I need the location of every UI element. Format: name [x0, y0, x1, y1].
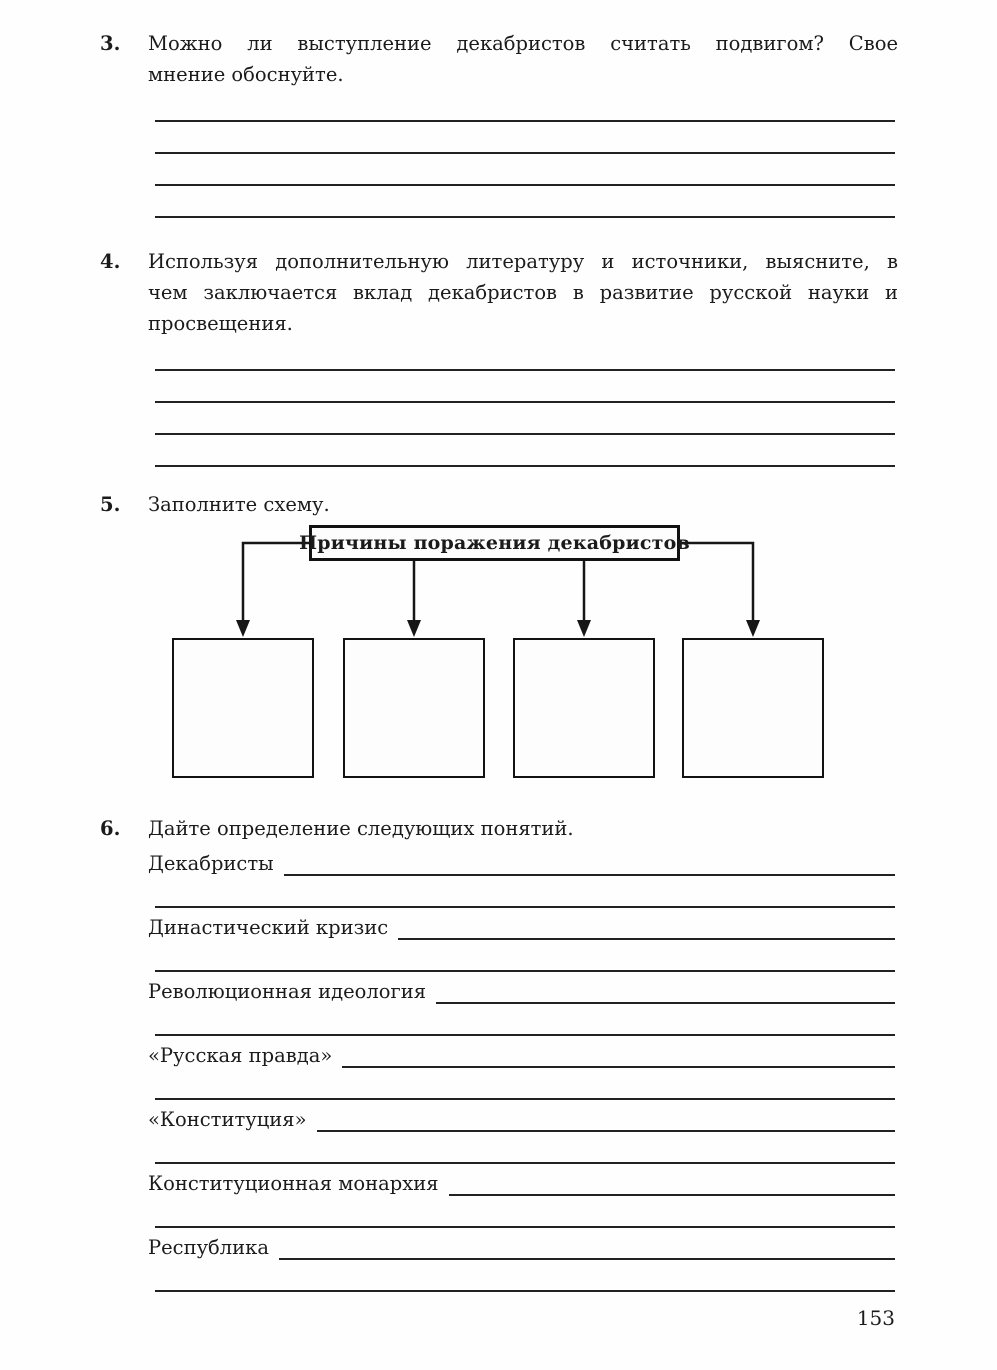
schema-empty-box-2 [343, 638, 485, 778]
question-3-number: 3. [100, 32, 121, 55]
definition-blank-line [449, 1191, 895, 1196]
schema-title-box: Причины поражения декабристов [309, 525, 680, 561]
page-number: 153 [856, 1306, 895, 1330]
question-3-answer-area [155, 90, 895, 218]
definition-blank-line [155, 1004, 895, 1036]
arrow-down-icon [577, 620, 591, 637]
question-5-text-line-1: Заполните схему. [148, 493, 330, 516]
schema-empty-box-3 [513, 638, 655, 778]
definition-term: Революционная идеология [148, 980, 427, 1003]
question-4 [100, 246, 898, 339]
question-3-text [148, 28, 898, 90]
definition-blank-line [284, 871, 895, 876]
question-4-text-line-3: просвещения. [148, 312, 293, 335]
question-4-number: 4. [100, 250, 121, 273]
connector-left [243, 543, 309, 621]
question-5-text [148, 489, 898, 520]
question-3 [100, 28, 898, 90]
answer-line [155, 435, 895, 467]
definition-term: Декабристы [148, 852, 274, 875]
question-6-text-line-1: Дайте определение следующих понятий. [148, 817, 574, 840]
arrow-down-icon [746, 620, 760, 637]
question-5 [100, 489, 898, 520]
definition-blank-line [155, 940, 895, 972]
question-5-number: 5. [100, 493, 121, 516]
definition-term-row [148, 1228, 895, 1260]
definition-term: Династический кризис [148, 916, 389, 939]
definition-term-row [148, 972, 895, 1004]
schema-empty-box-1 [172, 638, 314, 778]
question-6-text [148, 813, 898, 844]
definition-term-row [148, 1100, 895, 1132]
question-4-text-line-1: Используя дополнительную литературу и источники, выясните, в [148, 250, 898, 273]
definition-blank-line [155, 1196, 895, 1228]
definition-blank-line [155, 876, 895, 908]
arrow-down-icon [407, 620, 421, 637]
schema-diagram [0, 520, 997, 805]
definition-blank-line [436, 999, 895, 1004]
definition-blank-line [398, 935, 895, 940]
answer-line [155, 371, 895, 403]
definition-term-row [148, 908, 895, 940]
definition-blank-line [279, 1255, 895, 1260]
question-4-answer-area [155, 339, 895, 467]
question-6-number: 6. [100, 817, 121, 840]
definition-term-row [148, 844, 895, 876]
definition-blank-line [317, 1127, 896, 1132]
question-6 [100, 813, 898, 844]
schema-connectors [0, 520, 997, 805]
question-4-text [148, 246, 898, 339]
definition-term: «Русская правда» [148, 1044, 333, 1067]
schema-empty-box-4 [682, 638, 824, 778]
arrow-down-icon [236, 620, 250, 637]
answer-line [155, 154, 895, 186]
definition-blank-line [155, 1260, 895, 1292]
answer-line [155, 339, 895, 371]
answer-line [155, 403, 895, 435]
question-3-text-line-2: мнение обоснуйте. [148, 63, 344, 86]
definition-blank-line [155, 1132, 895, 1164]
question-3-text-line-1: Можно ли выступление декабристов считать подвигом? Свое [148, 32, 898, 55]
answer-line [155, 122, 895, 154]
connector-right [680, 543, 753, 621]
definition-term: Республика [148, 1236, 269, 1259]
definition-term: Конституционная монархия [148, 1172, 439, 1195]
definition-term-row [148, 1036, 895, 1068]
answer-line [155, 186, 895, 218]
answer-line [155, 90, 895, 122]
definition-term: «Конституция» [148, 1108, 307, 1131]
definition-term-row [148, 1164, 895, 1196]
definition-blank-line [342, 1063, 895, 1068]
definition-blank-line [155, 1068, 895, 1100]
question-4-text-line-2: чем заключается вклад декабристов в развитие русской науки и [148, 281, 898, 304]
